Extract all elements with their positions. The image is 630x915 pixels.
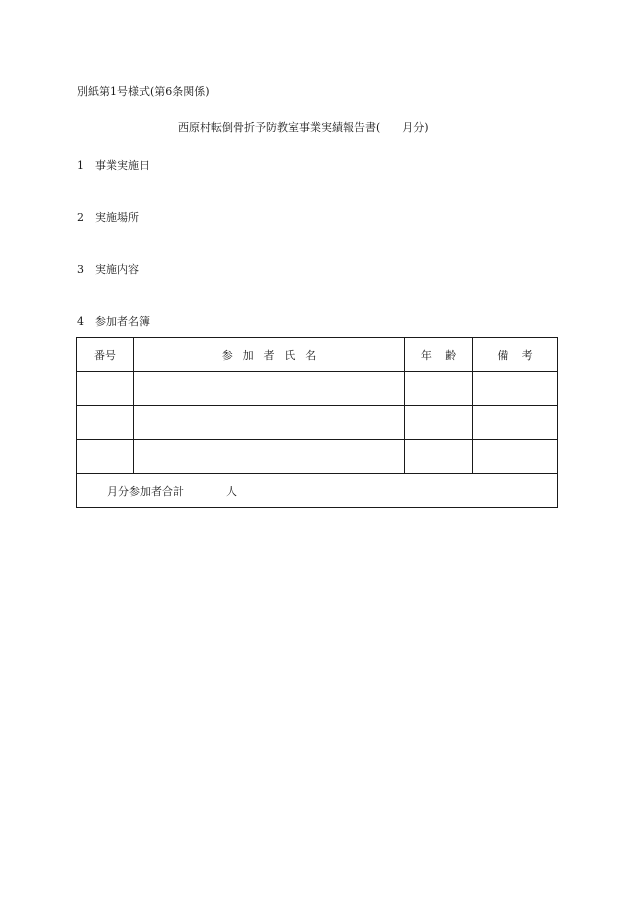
cell-number xyxy=(77,406,134,440)
header-participant-name: 参加者氏名 xyxy=(134,338,405,372)
section-label: 参加者名簿 xyxy=(95,315,150,328)
cell-number xyxy=(77,440,134,474)
form-label: 別紙第1号様式(第6条関係) xyxy=(77,85,210,98)
section-number: 2 xyxy=(77,211,84,224)
cell-age xyxy=(405,406,473,440)
cell-name xyxy=(134,440,405,474)
total-unit: 人 xyxy=(226,484,237,498)
cell-remarks xyxy=(473,440,558,474)
header-age: 年齢 xyxy=(405,338,473,372)
section-4-heading xyxy=(77,315,150,329)
participant-roster-table xyxy=(76,337,558,508)
section-label: 実施内容 xyxy=(95,263,139,276)
section-label: 事業実施日 xyxy=(95,159,150,172)
total-cell xyxy=(77,474,558,508)
section-1-heading xyxy=(77,159,150,173)
section-number: 4 xyxy=(77,315,84,328)
cell-remarks xyxy=(473,406,558,440)
cell-age xyxy=(405,440,473,474)
table-row xyxy=(77,440,558,474)
section-2-heading xyxy=(77,211,139,225)
cell-name xyxy=(134,406,405,440)
section-number: 1 xyxy=(77,159,84,172)
section-3-heading xyxy=(77,263,139,277)
total-label: 月分参加者合計 xyxy=(107,484,184,498)
header-number: 番号 xyxy=(77,338,134,372)
section-number: 3 xyxy=(77,263,84,276)
cell-name xyxy=(134,372,405,406)
table-header-row xyxy=(77,338,558,372)
cell-number xyxy=(77,372,134,406)
cell-age xyxy=(405,372,473,406)
section-label: 実施場所 xyxy=(95,211,139,224)
header-remarks: 備考 xyxy=(473,338,558,372)
document-title: 西原村転倒骨折予防教室事業実績報告書( 月分) xyxy=(178,121,429,134)
table-row xyxy=(77,406,558,440)
table-row xyxy=(77,372,558,406)
total-row xyxy=(77,474,558,508)
cell-remarks xyxy=(473,372,558,406)
